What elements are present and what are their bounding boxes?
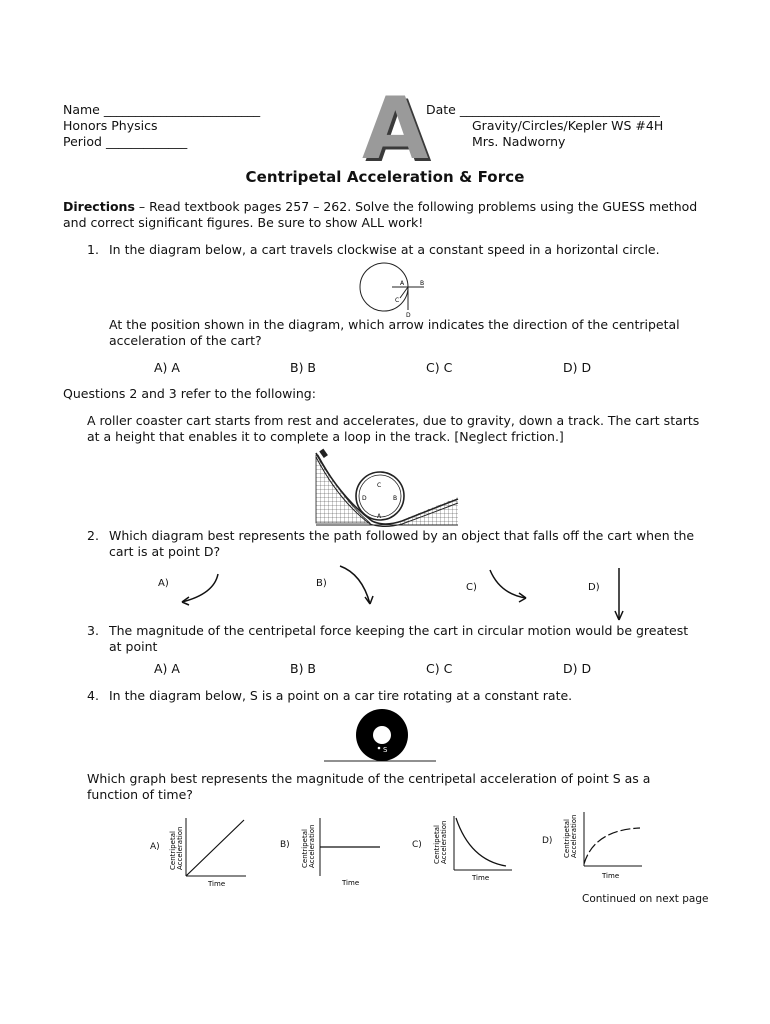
graph-b — [298, 814, 384, 892]
q2-option-d-label[interactable]: D) — [588, 582, 600, 593]
name-line[interactable]: _________________________ — [103, 102, 261, 117]
q3-text-2: at point — [109, 639, 158, 654]
graph-a-ylabel-1: Centripetal — [169, 831, 177, 870]
period-field — [63, 134, 187, 150]
directions-text-1: – Read textbook pages 257 – 262. Solve the following problems using the GUESS method — [134, 199, 698, 214]
graph-c-ylabel-1: Centripetal — [433, 825, 441, 864]
q2-number: 2. — [87, 528, 99, 543]
q2-text-2: cart is at point D? — [109, 544, 221, 559]
date-field — [426, 102, 660, 118]
q4-number: 4. — [87, 688, 99, 703]
graph-c-curve — [456, 818, 506, 866]
course-name: Honors Physics — [63, 118, 158, 133]
graph-c-ylabel-2: Acceleration — [440, 820, 448, 864]
name-field — [63, 102, 260, 118]
graph-a-ylabel-2: Acceleration — [176, 826, 184, 870]
date-label: Date — [426, 102, 456, 117]
q2-option-a-path — [176, 572, 224, 606]
graph-a-option[interactable]: A) — [150, 842, 160, 852]
tire-diagram — [322, 708, 438, 764]
q4-follow-2: function of time? — [87, 787, 193, 802]
q1-choice-a[interactable]: A) A — [154, 360, 180, 375]
name-label: Name — [63, 102, 100, 117]
graph-b-ylabel-2: Acceleration — [308, 824, 316, 868]
page-title: Centripetal Acceleration & Force — [245, 168, 525, 186]
graph-d-curve — [584, 828, 640, 864]
graph-a-xlabel: Time — [208, 880, 226, 888]
graph-b-xlabel: Time — [342, 879, 360, 887]
graph-d-xlabel: Time — [602, 872, 620, 880]
q1-choice-b[interactable]: B) B — [290, 360, 317, 375]
teacher-name: Mrs. Nadworny — [472, 134, 566, 149]
coaster-label-c: C — [377, 482, 382, 489]
grade-letter-logo: A — [362, 79, 429, 179]
q2-option-a-label[interactable]: A) — [158, 578, 169, 589]
graph-d — [560, 808, 646, 886]
graph-c-xlabel: Time — [472, 874, 490, 882]
q1-choice-c[interactable]: C) C — [426, 360, 453, 375]
roller-coaster-diagram — [312, 449, 460, 527]
q2-option-d-path — [612, 566, 626, 622]
q1-label-b: B — [420, 280, 425, 287]
q1-text: In the diagram below, a cart travels clockwise at a constant speed in a horizontal circle. — [109, 242, 660, 257]
coaster-text-2: at a height that enables it to complete a loop in the track. [Neglect friction.] — [87, 429, 564, 444]
period-line[interactable]: _____________ — [105, 134, 188, 149]
graph-d-ylabel-2: Acceleration — [570, 814, 578, 858]
q2-option-b-label[interactable]: B) — [316, 578, 327, 589]
q1-label-a: A — [400, 280, 405, 287]
coaster-label-d: D — [362, 495, 367, 502]
q3-text-1: The magnitude of the centripetal force keeping the cart in circular motion would be greatest — [109, 623, 689, 638]
q1-choice-d[interactable]: D) D — [563, 360, 592, 375]
q4-text: In the diagram below, S is a point on a car tire rotating at a constant rate. — [109, 688, 573, 703]
q2-option-b-path — [336, 562, 380, 608]
graph-a — [166, 814, 252, 892]
q2-option-c-path — [486, 568, 534, 602]
coaster-label-a: A — [377, 513, 382, 520]
directions-line-2: and correct significant figures. Be sure to show ALL work! — [63, 215, 424, 230]
q3-number: 3. — [87, 623, 99, 638]
graph-b-option[interactable]: B) — [280, 840, 290, 850]
graph-c — [430, 812, 516, 890]
q3-choice-b[interactable]: B) B — [290, 661, 317, 676]
coaster-text-1: A roller coaster cart starts from rest and accelerates, due to gravity, down a track. The cart starts — [87, 413, 700, 428]
graph-b-ylabel-1: Centripetal — [301, 829, 309, 868]
q1-label-d: D — [406, 312, 411, 319]
coaster-label-b: B — [393, 495, 398, 502]
q1-label-c: C — [395, 297, 400, 304]
q1-follow-2: acceleration of the cart? — [109, 333, 262, 348]
worksheet-name: Gravity/Circles/Kepler WS #4H — [472, 118, 664, 133]
period-label: Period — [63, 134, 102, 149]
q2-text-1: Which diagram best represents the path followed by an object that falls off the cart when the — [109, 528, 695, 543]
q1-circle-diagram — [358, 262, 438, 318]
tire-point-label: S — [383, 746, 388, 754]
q3-choice-c[interactable]: C) C — [426, 661, 453, 676]
graph-d-option[interactable]: D) — [542, 836, 553, 846]
q3-choice-d[interactable]: D) D — [563, 661, 592, 676]
date-line[interactable]: ________________________________ — [459, 102, 660, 117]
q2-option-c-label[interactable]: C) — [466, 582, 477, 593]
continued-note: Continued on next page — [582, 893, 709, 905]
directions-label: Directions — [63, 199, 135, 214]
q3-choice-a[interactable]: A) A — [154, 661, 180, 676]
graph-c-option[interactable]: C) — [412, 840, 422, 850]
q23-intro: Questions 2 and 3 refer to the following: — [63, 386, 316, 401]
directions-line-1 — [63, 199, 697, 215]
graph-d-ylabel-1: Centripetal — [563, 819, 571, 858]
graph-a-curve — [186, 820, 244, 876]
q1-follow-1: At the position shown in the diagram, which arrow indicates the direction of the centripetal — [109, 317, 680, 332]
q1-number: 1. — [87, 242, 99, 257]
q4-follow-1: Which graph best represents the magnitude of the centripetal acceleration of point S as a — [87, 771, 651, 786]
